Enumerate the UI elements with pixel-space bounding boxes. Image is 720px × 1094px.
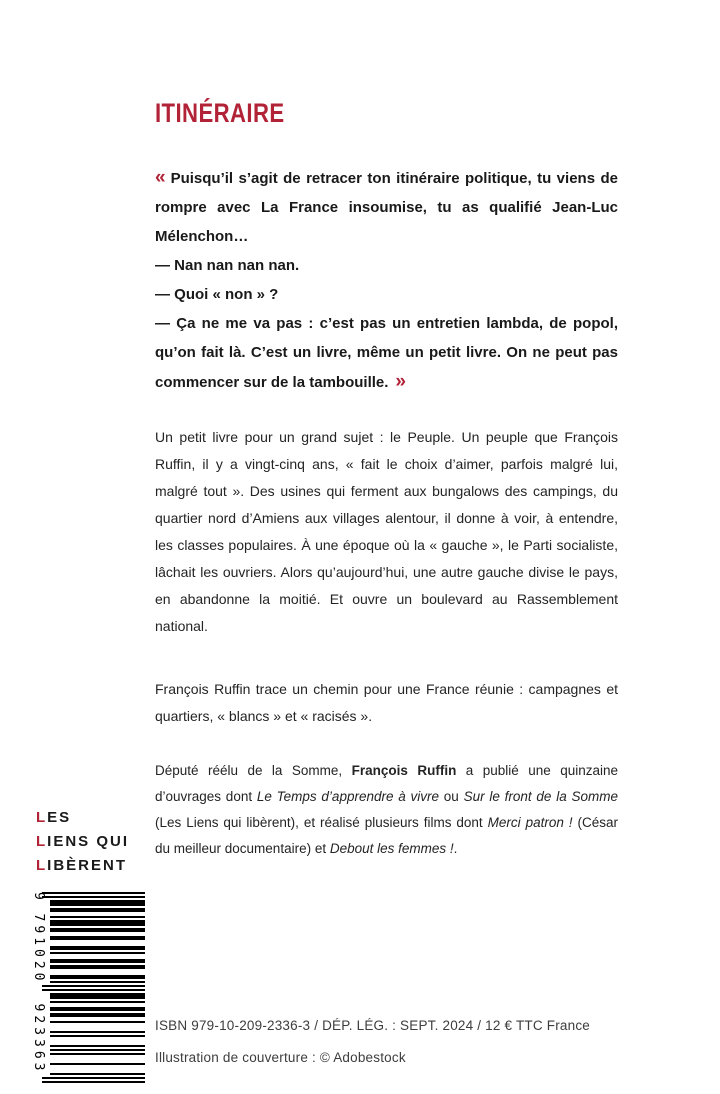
barcode-digits <box>31 892 46 1084</box>
barcode <box>28 892 145 1084</box>
page-title: ITINÉRAIRE <box>155 98 285 128</box>
quote-intro-text: Puisqu’il s’agit de retracer ton itinéraire politique, tu viens de rompre avec La France insoumise, tu as qualifié Jean-Luc Mélenchon… <box>155 170 618 245</box>
imprint-block <box>155 1010 618 1074</box>
quote-dialogue-line <box>155 309 618 397</box>
cover-credit-line: Illustration de couverture : © Adobestock <box>155 1050 406 1065</box>
publisher-logo-line: LIBÈRENT <box>36 857 128 874</box>
barcode-bars <box>42 892 145 1084</box>
publisher-logo <box>36 806 129 878</box>
quote-dialogue-text: — Ça ne me va pas : c’est pas un entretien lambda, de popol, qu’on fait là. C’est un livre, même un petit livre. On ne peut pas commencer sur de la tambouille. <box>155 315 618 391</box>
quote-block <box>155 163 618 397</box>
barcode-digit-group: 791020 <box>31 913 46 985</box>
quote-intro <box>155 163 618 251</box>
publisher-logo-line: LES <box>36 809 72 826</box>
author-bio: Député réélu de la Somme, François Ruffin a publié une quinzaine d’ouvrages dont Le Temps d’apprendre à vivre ou Sur le front de la Somme (Les Liens qui libèrent), et réalisé plusieurs films dont Merci patron ! (César du meilleur documentaire) et Debout les femmes !. <box>155 763 619 856</box>
close-guillemet-mark: » <box>395 371 404 392</box>
barcode-digit-group: 9 <box>31 892 46 900</box>
description-paragraph: Un petit livre pour un grand sujet : le Peuple. Un peuple que François Ruffin, il y a vingt-cinq ans, « fait le choix d’aimer, parfois malgré lui, malgré tout ». Des usines qui ferment aux bungalows des campings, du quartier nord d’Amiens aux villages alentour, il donne à voir, à entendre, les classes populaires. À une époque où la « gauche », le Parti socialiste, lâchait les ouvriers. Alors qu’aujourd’hui, une autre gauche divise le pays, en abandonne la moitié. Et ouvre un boulevard au Rassemblement national. <box>155 429 618 634</box>
isbn-line: ISBN 979-10-209-2336-3 / DÉP. LÉG. : SEPT. 2024 / 12 € TTC France <box>155 1018 590 1033</box>
quote-dialogue-line: — Quoi « non » ? <box>155 286 279 303</box>
quote-dialogue-line: — Nan nan nan nan. <box>155 257 300 274</box>
description-paragraph: François Ruffin trace un chemin pour une France réunie : campagnes et quartiers, « blancs » et « racisés ». <box>155 681 618 724</box>
open-guillemet-mark: « <box>155 167 164 188</box>
barcode-digit-group: 923363 <box>31 1003 46 1075</box>
publisher-logo-line: LIENS QUI <box>36 833 130 850</box>
